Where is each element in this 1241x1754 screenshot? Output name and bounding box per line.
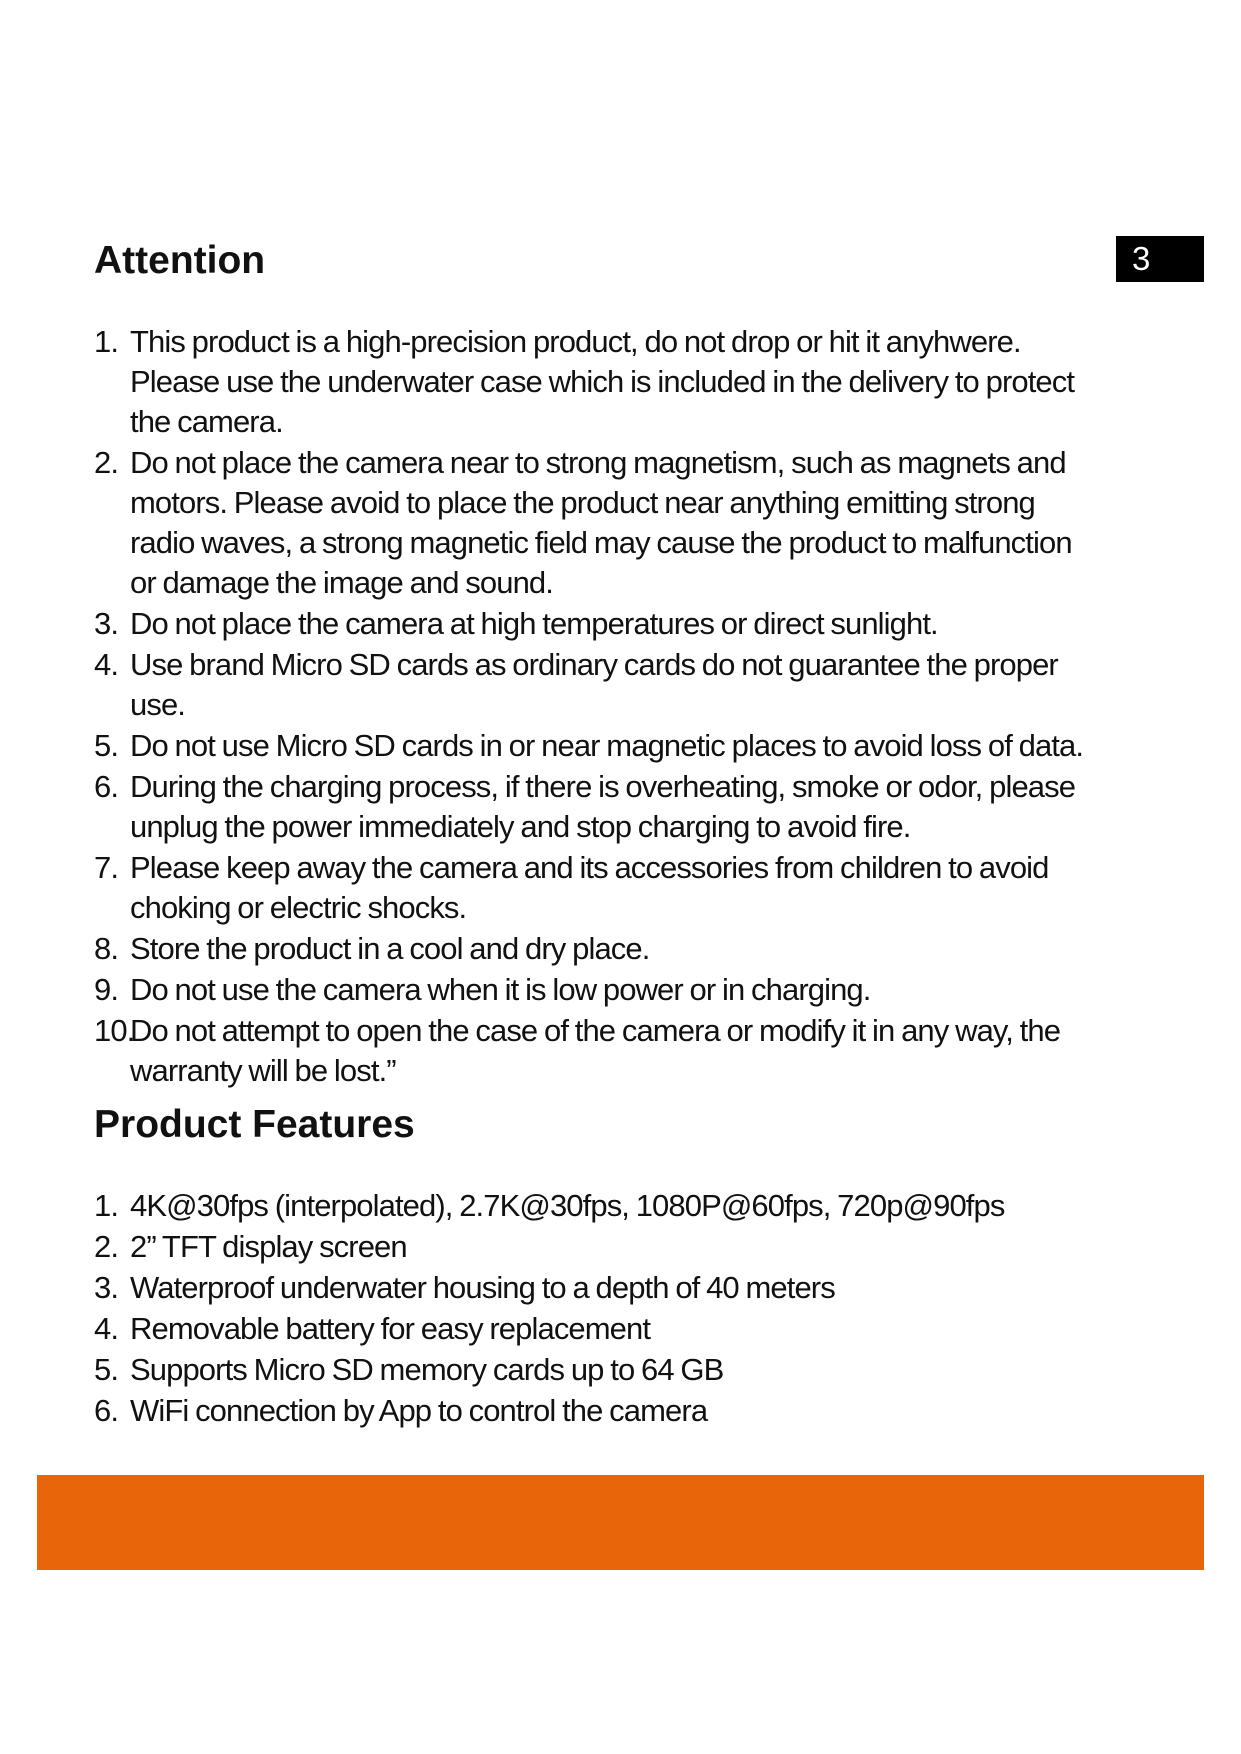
attention-item-3	[94, 604, 1104, 644]
item-number: 6.	[94, 769, 119, 804]
item-text: 2” TFT display screen	[130, 1229, 407, 1264]
item-number: 4.	[94, 647, 119, 682]
item-text: WiFi connection by App to control the camera	[130, 1393, 708, 1428]
product-features-list	[94, 1185, 1104, 1431]
attention-item-6	[94, 767, 1104, 847]
feature-item-4	[94, 1308, 1104, 1349]
feature-item-5	[94, 1349, 1104, 1390]
attention-item-8	[94, 929, 1104, 969]
product-features-heading: Product Features	[94, 1103, 415, 1146]
attention-item-5	[94, 726, 1104, 766]
attention-item-9	[94, 970, 1104, 1010]
attention-item-10	[94, 1011, 1104, 1091]
item-text: Do not use Micro SD cards in or near magnetic places to avoid loss of data.	[130, 728, 1084, 763]
attention-list	[94, 322, 1104, 1091]
item-text: Do not place the camera at high temperatures or direct sunlight.	[130, 606, 938, 641]
page-number-badge: 3	[1116, 236, 1204, 282]
item-number: 5.	[94, 728, 119, 763]
item-number: 2.	[94, 1229, 119, 1264]
item-number: 4.	[94, 1311, 119, 1346]
attention-heading: Attention	[94, 239, 266, 282]
attention-item-4	[94, 645, 1104, 725]
item-number: 2.	[94, 445, 119, 480]
item-text: Waterproof underwater housing to a depth of 40 meters	[130, 1270, 835, 1305]
item-number: 10.	[94, 1013, 135, 1048]
footer-accent-band	[37, 1475, 1204, 1570]
item-number: 6.	[94, 1393, 119, 1428]
item-text: Do not use the camera when it is low power or in charging.	[130, 972, 871, 1007]
item-text: Store the product in a cool and dry place.	[130, 931, 650, 966]
item-number: 3.	[94, 1270, 119, 1305]
item-text: Please keep away the camera and its accessories from children to avoid choking or electric shocks.	[130, 850, 1049, 925]
attention-item-1	[94, 322, 1104, 442]
attention-item-7	[94, 848, 1104, 928]
item-text: Do not place the camera near to strong magnetism, such as magnets and motors. Please avoid to place the product near anything emitting strong radio waves, a strong magnetic field may cause the product to malfunction or damage the image and sound.	[130, 445, 1072, 600]
item-number: 9.	[94, 972, 119, 1007]
feature-item-1	[94, 1185, 1104, 1226]
item-number: 5.	[94, 1352, 119, 1387]
feature-item-3	[94, 1267, 1104, 1308]
item-number: 3.	[94, 606, 119, 641]
feature-item-2	[94, 1226, 1104, 1267]
feature-item-6	[94, 1390, 1104, 1431]
item-number: 7.	[94, 850, 119, 885]
item-text: 4K@30fps (interpolated), 2.7K@30fps, 1080P@60fps, 720p@90fps	[130, 1188, 1005, 1223]
item-text: During the charging process, if there is overheating, smoke or odor, please unplug the power immediately and stop charging to avoid fire.	[130, 769, 1076, 844]
item-number: 1.	[94, 324, 119, 359]
attention-item-2	[94, 443, 1104, 603]
item-text: Use brand Micro SD cards as ordinary cards do not guarantee the proper use.	[130, 647, 1058, 722]
item-text: Removable battery for easy replacement	[130, 1311, 651, 1346]
item-number: 1.	[94, 1188, 119, 1223]
item-number: 8.	[94, 931, 119, 966]
item-text: Supports Micro SD memory cards up to 64 GB	[130, 1352, 724, 1387]
item-text: Do not attempt to open the case of the camera or modify it in any way, the warranty will be lost.”	[130, 1013, 1061, 1088]
item-text: This product is a high-precision product, do not drop or hit it anyhwere. Please use the underwater case which is included in the delivery to protect the camera.	[130, 324, 1075, 439]
